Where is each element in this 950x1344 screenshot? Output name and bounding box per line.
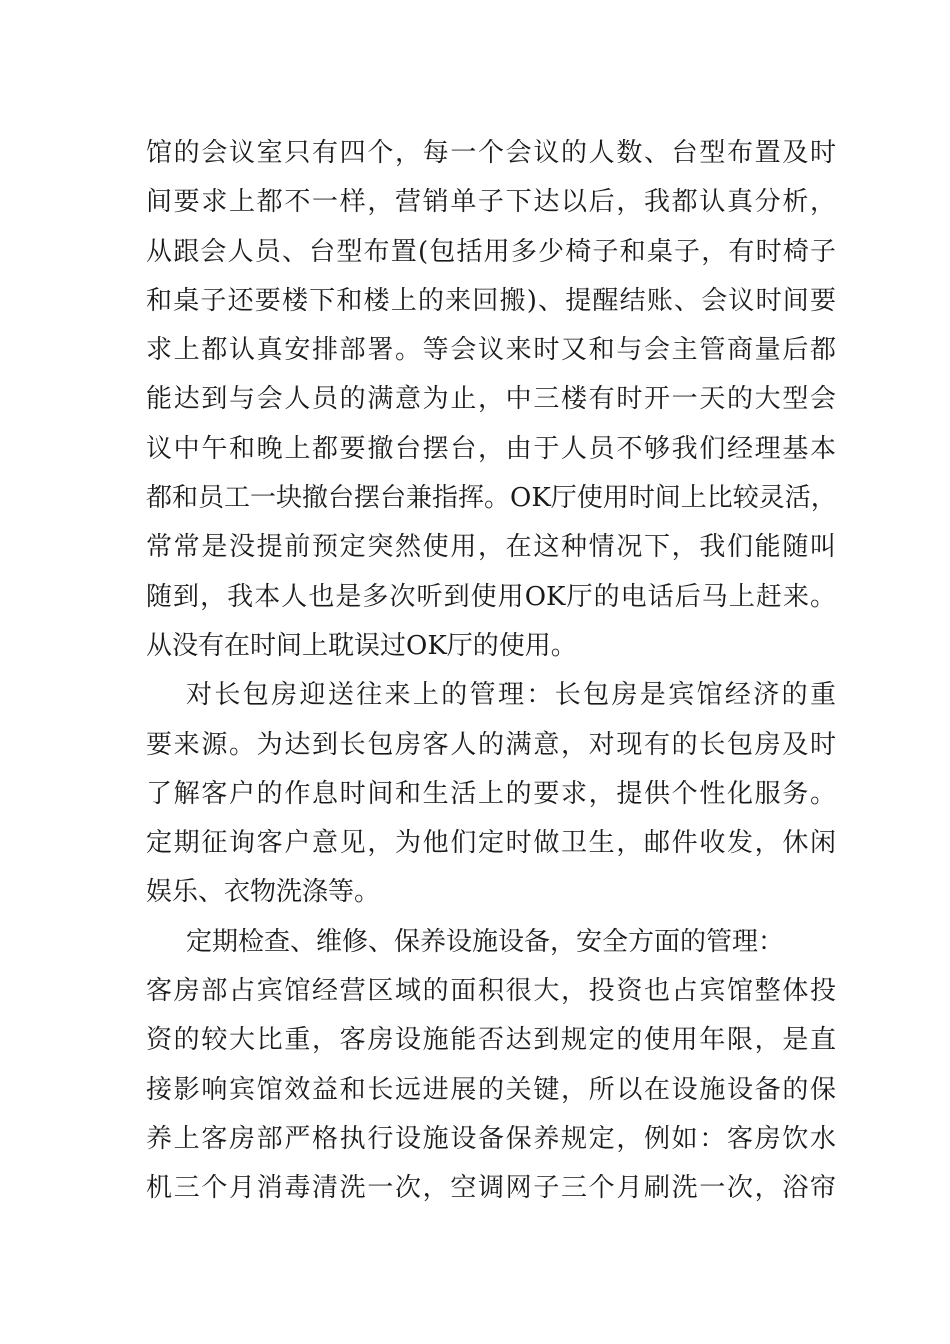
text-line: 了解客户的作息时间和生活上的要求，提供个性化服务。: [146, 778, 836, 809]
text-line: 机三个月消毒清洗一次，空调网子三个月刷洗一次，浴帘: [146, 1173, 836, 1204]
text-line: 资的较大比重，客房设施能否达到规定的使用年限，是直: [146, 1025, 836, 1056]
document-body: [146, 129, 836, 1214]
text-line: 随到，我本人也是多次听到使用OK厅的电话后马上赶来。: [146, 581, 836, 612]
text-line: 养上客房部严格执行设施设备保养规定，例如：客房饮水: [146, 1123, 836, 1154]
text-line: 求上都认真安排部署。等会议来时又和与会主管商量后都: [146, 335, 836, 366]
text-line: 客房部占宾馆经营区域的面积很大，投资也占宾馆整体投: [146, 976, 836, 1007]
text-line: 间要求上都不一样，营销单子下达以后，我都认真分析，: [146, 187, 836, 218]
text-line: 从跟会人员、台型布置(包括用多少椅子和桌子，有时椅子: [146, 236, 836, 267]
text-line: 常常是没提前预定突然使用，在这种情况下，我们能随叫: [146, 532, 836, 563]
text-line: 定期检查、维修、保养设施设备，安全方面的管理：: [186, 926, 785, 957]
text-line: 能达到与会人员的满意为止，中三楼有时开一天的大型会: [146, 384, 836, 415]
text-line: 接影响宾馆效益和长远进展的关键，所以在设施设备的保: [146, 1074, 836, 1105]
text-line: 娱乐、衣物洗涤等。: [146, 877, 381, 908]
paragraph-long-stay-rooms: [146, 671, 836, 917]
text-line: 和桌子还要楼下和楼上的来回搬)、提醒结账、会议时间要: [146, 285, 836, 316]
text-line: 从没有在时间上耽误过OK厅的使用。: [146, 630, 577, 661]
text-line: 对长包房迎送往来上的管理：长包房是宾馆经济的重: [186, 680, 836, 711]
text-line: 定期征询客户意见，为他们定时做卫生，邮件收发，休闲: [146, 828, 836, 859]
paragraph-facility-maintenance: [146, 918, 836, 1214]
paragraph-meeting-rooms: [146, 129, 836, 671]
text-line: 议中午和晚上都要撤台摆台，由于人员不够我们经理基本: [146, 433, 836, 464]
text-line: 要来源。为达到长包房客人的满意，对现有的长包房及时: [146, 729, 836, 760]
text-line: 都和员工一块撤台摆台兼指挥。OK厅使用时间上比较灵活，: [146, 483, 837, 514]
text-line: 馆的会议室只有四个，每一个会议的人数、台型布置及时: [146, 138, 836, 168]
